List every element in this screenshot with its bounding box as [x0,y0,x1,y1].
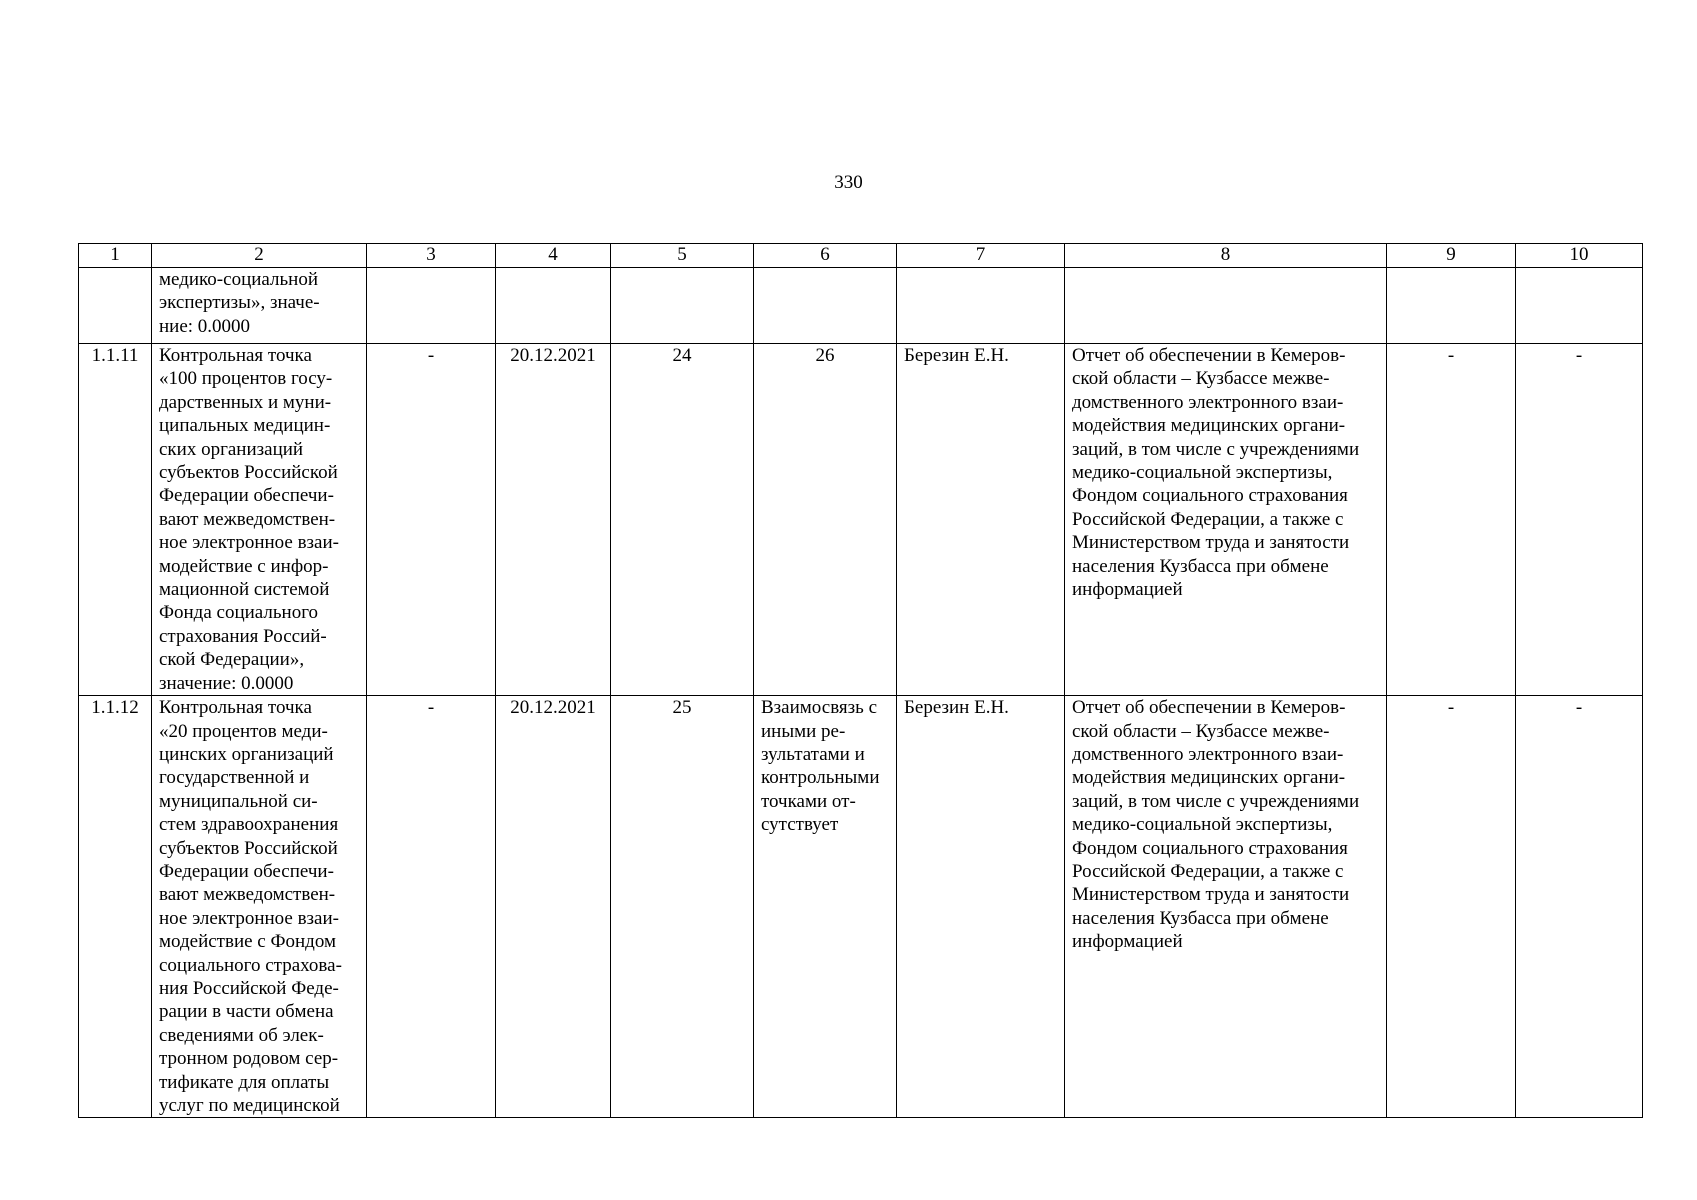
cell-number: 1.1.12 [79,696,152,1118]
column-header-8: 8 [1065,244,1387,268]
cell-col6: 26 [754,344,897,696]
cell-description: медико-социальной экспертизы», значе- ние: 0.0000 [152,268,367,344]
cell-col10 [1516,268,1643,344]
column-header-2: 2 [152,244,367,268]
cell-col3 [367,268,496,344]
cell-col3: - [367,696,496,1118]
column-header-10: 10 [1516,244,1643,268]
cell-responsible: Березин Е.Н. [897,344,1065,696]
table-row [79,268,1643,344]
column-header-4: 4 [496,244,611,268]
page-number: 330 [834,172,863,193]
cell-col10: - [1516,696,1643,1118]
cell-report: Отчет об обеспечении в Кемеров- ской области – Кузбассе межве- домственного электронного взаи- модействия медицинских органи- заций, в том числе с учреждениями медико-социальной экспертизы, Фондом социального страхования Российской Федерации, а также с Министерством труда и занятости населения Кузбасса при обмене информацией [1065,344,1387,696]
cell-report [1065,268,1387,344]
cell-report: Отчет об обеспечении в Кемеров- ской области – Кузбассе межве- домственного электронного взаи- модействия медицинских органи- заций, в том числе с учреждениями медико-социальной экспертизы, Фондом социального страхования Российской Федерации, а также с Министерством труда и занятости населения Кузбасса при обмене информацией [1065,696,1387,1118]
cell-col3: - [367,344,496,696]
cell-col6 [754,268,897,344]
cell-col9: - [1387,696,1516,1118]
column-header-1: 1 [79,244,152,268]
cell-responsible [897,268,1065,344]
cell-col5: 25 [611,696,754,1118]
column-header-3: 3 [367,244,496,268]
cell-col6: Взаимосвязь с иными ре- зультатами и контрольными точками от- сутствует [754,696,897,1118]
cell-col9 [1387,268,1516,344]
table-row [79,696,1643,1118]
cell-number [79,268,152,344]
cell-date: 20.12.2021 [496,696,611,1118]
cell-date: 20.12.2021 [496,344,611,696]
cell-col5: 24 [611,344,754,696]
cell-col10: - [1516,344,1643,696]
cell-description: Контрольная точка «20 процентов меди- цинских организаций государственной и муниципальной си- стем здравоохранения субъектов Российской Федерации обеспечи- вают межведомствен- ное электронное взаи- модействие с Фондом социального страхова- ния Российской Феде- рации в части обмена сведениями об элек- тронном родовом сер- тификате для оплаты услуг по медицинской [152,696,367,1118]
column-header-7: 7 [897,244,1065,268]
cell-date [496,268,611,344]
column-header-6: 6 [754,244,897,268]
cell-responsible: Березин Е.Н. [897,696,1065,1118]
cell-col9: - [1387,344,1516,696]
cell-col5 [611,268,754,344]
cell-description: Контрольная точка «100 процентов госу- дарственных и муни- ципальных медицин- ских организаций субъектов Российской Федерации обеспечи- вают межведомствен- ное электронное взаи- модействие с инфор- мационной системой Фонда социального страхования Россий- ской Федерации», значение: 0.0000 [152,344,367,696]
cell-number: 1.1.11 [79,344,152,696]
column-header-5: 5 [611,244,754,268]
table-row [79,344,1643,696]
header-row [79,244,1643,268]
document-table [78,243,1643,1118]
column-header-9: 9 [1387,244,1516,268]
